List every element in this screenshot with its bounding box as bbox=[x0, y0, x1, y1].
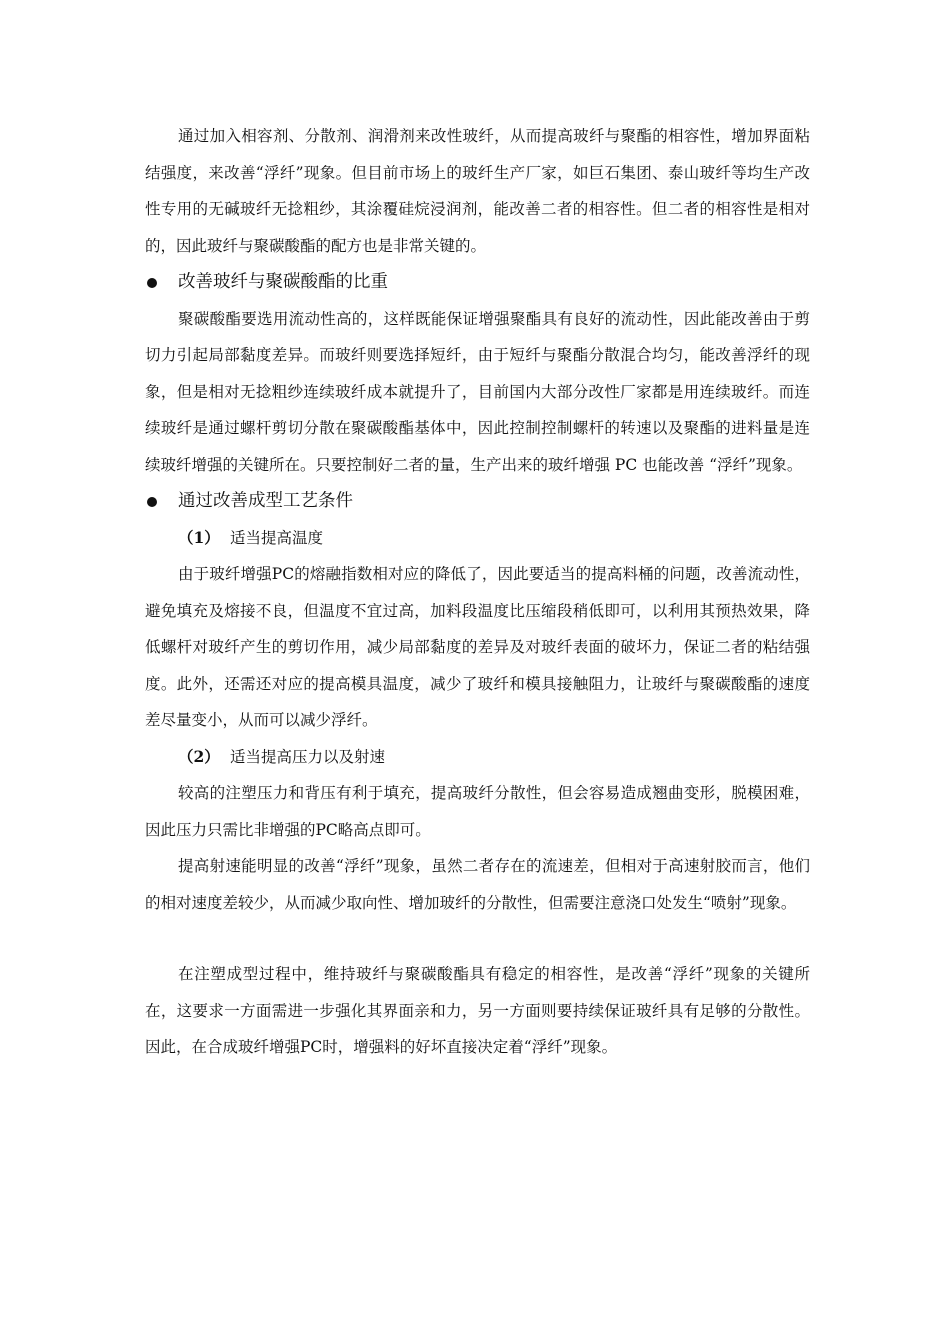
bullet-dot-icon bbox=[147, 278, 157, 288]
subheading-number: （1） bbox=[178, 527, 220, 547]
spacer bbox=[145, 921, 810, 956]
subheading-text: 适当提高压力以及射速 bbox=[230, 747, 386, 766]
bullet-heading-ratio bbox=[145, 264, 810, 301]
subheading-number: （2） bbox=[178, 746, 220, 766]
subheading-temperature bbox=[145, 520, 810, 557]
paragraph-pressure: 较高的注塑压力和背压有利于填充，提高玻纤分散性，但会容易造成翘曲变形，脱模困难，因此压力只需比非增强的PC略高点即可。 bbox=[145, 784, 810, 839]
subheading-pressure bbox=[145, 739, 810, 776]
subheading-text: 适当提高温度 bbox=[230, 528, 324, 547]
paragraph-glass-fiber-modification: 通过加入相容剂、分散剂、润滑剂来改性玻纤，从而提高玻纤与聚酯的相容性，增加界面粘结强度，来改善“浮纤”现象。但目前市场上的玻纤生产厂家，如巨石集团、泰山玻纤等均生产改性专用的无碱玻纤无捻粗纱，其涂覆硅烷浸润剂，能改善二者的相容性。但二者的相容性是相对的，因此玻纤与聚碳酸酯的配方也是非常关键的。 bbox=[145, 127, 810, 255]
paragraph-ratio: 聚碳酸酯要选用流动性高的，这样既能保证增强聚酯具有良好的流动性，因此能改善由于剪切力引起局部黏度差异。而玻纤则要选择短纤，由于短纤与聚酯分散混合均匀，能改善浮纤的现象，但是相对无捻粗纱连续玻纤成本就提升了，目前国内大部分改性厂家都是用连续玻纤。而连续玻纤是通过螺杆剪切分散在聚碳酸酯基体中，因此控制控制螺杆的转速以及聚酯的进料量是连续玻纤增强的关键所在。只要控制好二者的量，生产出来的玻纤增强 PC 也能改善 “浮纤”现象。 bbox=[145, 309, 810, 474]
bullet-dot-icon bbox=[147, 497, 157, 507]
heading-text: 通过改善成型工艺条件 bbox=[178, 491, 353, 511]
heading-text: 改善玻纤与聚碳酸酯的比重 bbox=[178, 272, 388, 292]
paragraph-conclusion: 在注塑成型过程中，维持玻纤与聚碳酸酯具有稳定的相容性，是改善“浮纤”现象的关键所在，这要求一方面需进一步强化其界面亲和力，另一方面则要持续保证玻纤具有足够的分散性。因此，在合成玻纤增强PC时，增强料的好坏直接决定着“浮纤”现象。 bbox=[145, 965, 810, 1056]
paragraph-injection-speed: 提高射速能明显的改善“浮纤”现象，虽然二者存在的流速差，但相对于高速射胶而言，他们的相对速度差较少，从而减少取向性、增加玻纤的分散性，但需要注意浇口处发生“喷射”现象。 bbox=[145, 857, 810, 912]
bullet-heading-process bbox=[145, 483, 810, 520]
paragraph-temperature: 由于玻纤增强PC的熔融指数相对应的降低了，因此要适当的提高料桶的问题，改善流动性，避免填充及熔接不良，但温度不宜过高，加料段温度比压缩段稍低即可，以利用其预热效果，降低螺杆对玻纤产生的剪切作用，减少局部黏度的差异及对玻纤表面的破坏力，保证二者的粘结强度。此外，还需还对应的提高模具温度，减少了玻纤和模具接触阻力，让玻纤与聚碳酸酯的速度差尽量变小，从而可以减少浮纤。 bbox=[145, 565, 810, 729]
document-body bbox=[145, 118, 810, 1066]
